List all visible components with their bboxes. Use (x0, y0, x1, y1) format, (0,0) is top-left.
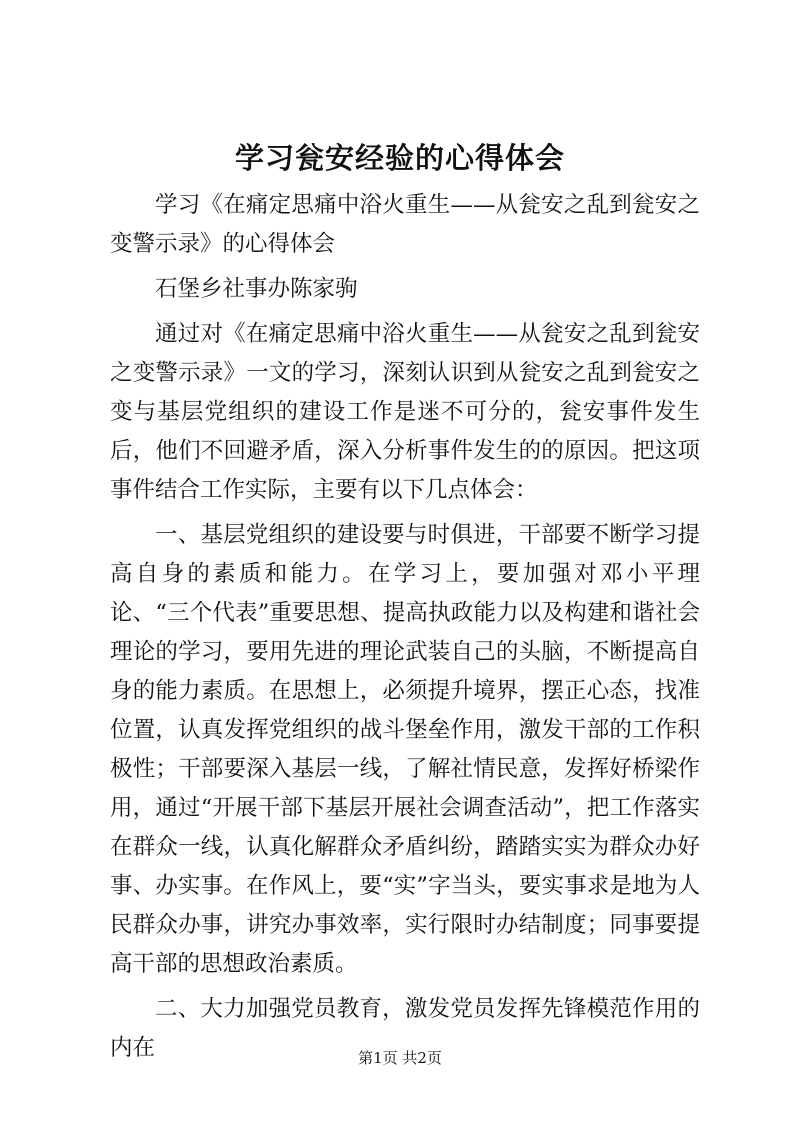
paragraph-subtitle: 学习《在痛定思痛中浴火重生——从瓮安之乱到瓮安之变警示录》的心得体会 (110, 192, 700, 257)
paragraph-intro: 通过对《在痛定思痛中浴火重生——从瓮安之乱到瓮安之变警示录》一文的学习，深刻认识到从瓮安之乱到瓮安之变与基层党组织的建设工作是迷不可分的，瓮安事件发生后，他们不回避矛盾，深入分析事件发生的的原因。把这项事件结合工作实际，主要有以下几点体会： (110, 321, 700, 503)
document-title: 学习瓮安经验的心得体会 (234, 141, 565, 175)
document-body (110, 186, 700, 1068)
paragraph-point-two: 二、大力加强党员教育，激发党员发挥先锋模范作用的内在 (110, 996, 700, 1061)
paragraph-point-one: 一、基层党组织的建设要与时俱进，干部要不断学习提高自身的素质和能力。在学习上，要加强对邓小平理论、“三个代表”重要思想、提高执政能力以及构建和谐社会理论的学习，要用先进的理论武装自己的头脑，不断提高自身的能力素质。在思想上，必须提升境界，摆正心态，找准位置，认真发挥党组织的战斗堡垒作用，激发干部的工作积极性；干部要深入基层一线，了解社情民意，发挥好桥梁作用，通过“开展干部下基层开展社会调查活动”，把工作落实在群众一线，认真化解群众矛盾纠纷，踏踏实实为群众办好事、办实事。在作风上，要“实”字当头，要实事求是地为人民群众办事，讲究办事效率，实行限时办结制度；同事要提高干部的思想政治素质。 (110, 522, 700, 977)
page-number-label: 第1页 共2页 (358, 1049, 442, 1067)
page-footer (0, 1048, 800, 1068)
paragraph-author: 石堡乡社事办陈家驹 (155, 276, 358, 302)
